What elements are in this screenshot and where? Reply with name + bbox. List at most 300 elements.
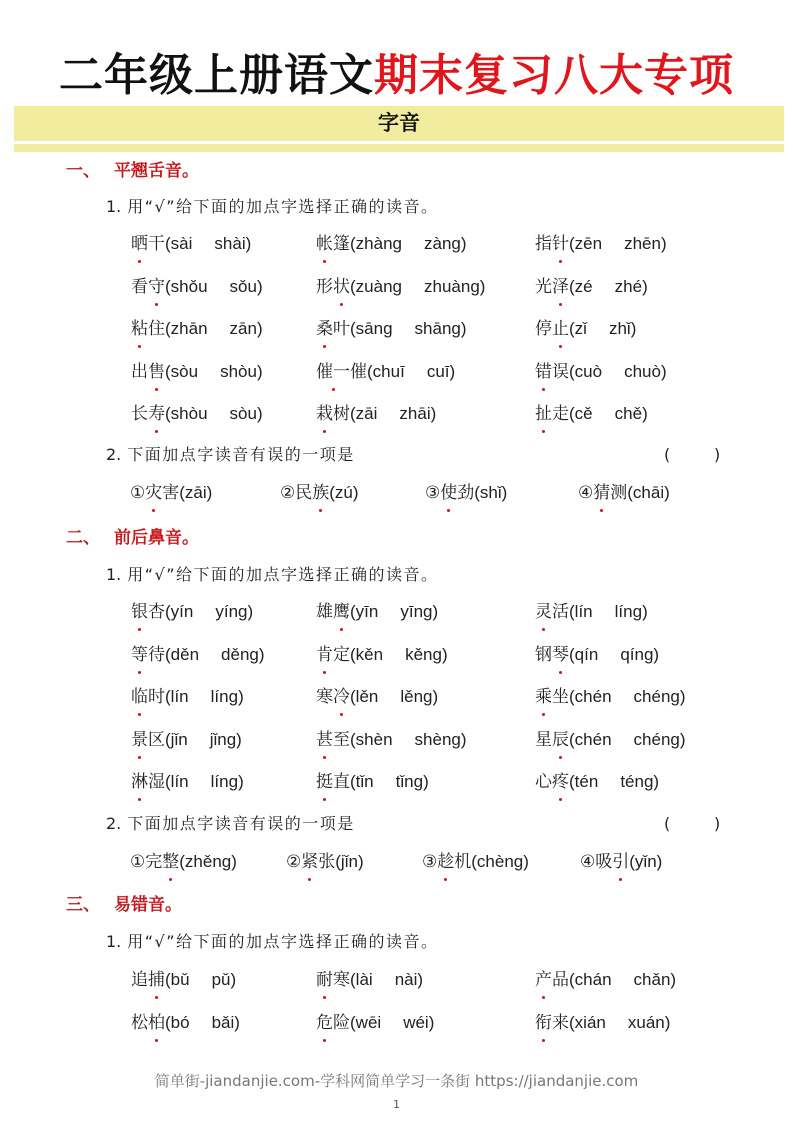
pinyin-options: (kěn kěng): [350, 644, 448, 664]
word-char-1: 猜: [593, 483, 611, 503]
section-heading: [66, 893, 182, 917]
pinyin-choice-item[interactable]: [316, 643, 448, 667]
pinyin-option-2[interactable]: shài: [214, 234, 246, 253]
word-char-1: 钢: [535, 644, 552, 665]
pinyin-choice-item[interactable]: [535, 275, 648, 299]
pinyin-choice-item[interactable]: [316, 360, 455, 384]
pinyin-choice-item[interactable]: [316, 770, 429, 794]
pinyin-options: (chén chéng): [569, 687, 686, 706]
pinyin-options: (lěn lěng): [350, 687, 439, 706]
pinyin-option-1[interactable]: zǐ: [574, 319, 587, 338]
word-char-1: 雄: [316, 602, 333, 622]
pinyin-value: zú: [334, 483, 353, 502]
pinyin-option-1[interactable]: zēn: [574, 234, 603, 253]
pinyin-option-2[interactable]: qíng: [620, 644, 654, 664]
word-char-2: 时: [148, 687, 165, 707]
pinyin-value: chèng: [476, 852, 524, 871]
word-char-2: 引: [612, 852, 630, 872]
section-title: 易错音。: [114, 895, 182, 915]
pinyin-option-2[interactable]: tǐng: [395, 772, 424, 791]
question-1: [106, 930, 439, 954]
word-char-2: 守: [148, 276, 165, 297]
pinyin-option-1[interactable]: chuī: [372, 361, 405, 381]
word-char-2: 活: [552, 602, 569, 622]
pinyin-choice-item[interactable]: [535, 728, 686, 752]
word-char-2: 湿: [148, 772, 165, 792]
pinyin-option-2[interactable]: shòu: [220, 361, 257, 381]
question-number: 1.: [106, 197, 122, 216]
pinyin-option-1[interactable]: tén: [574, 772, 599, 791]
pinyin-options: (zé zhé): [569, 276, 648, 296]
answer-option[interactable]: [578, 481, 670, 505]
pinyin-choice-item[interactable]: [131, 770, 244, 794]
word-char-2: 状: [333, 276, 350, 297]
word-char-1: 出: [131, 361, 148, 382]
word-char-2: 止: [552, 319, 569, 339]
pinyin-choice-item[interactable]: [316, 968, 423, 992]
word-char-2: 机: [454, 852, 472, 872]
pinyin-option-2[interactable]: děng: [221, 644, 259, 664]
paren-open: (: [664, 445, 671, 464]
pinyin-option-2[interactable]: jǐng: [209, 729, 237, 749]
word-char-2: 至: [333, 729, 350, 750]
pinyin-value: yǐn: [634, 852, 657, 871]
pinyin-option-2[interactable]: chě: [614, 404, 643, 423]
pinyin-options: (sòu shòu): [165, 361, 263, 381]
word-char-2: 品: [552, 970, 569, 990]
pinyin-choice-item[interactable]: [131, 728, 242, 752]
pinyin-options: (zuàng zhuàng): [350, 276, 486, 296]
word-char-2: 篷: [333, 234, 350, 254]
word-char-2: 寒: [333, 970, 350, 990]
pinyin-option-2[interactable]: yíng: [215, 602, 248, 621]
pinyin-choice-item[interactable]: [131, 1011, 240, 1035]
word-char-2: 琴: [552, 644, 569, 665]
word-char-1: 耐: [316, 970, 333, 990]
word-char-2: 针: [552, 234, 569, 254]
word-char-2: 坐: [552, 687, 569, 707]
pinyin-choice-item[interactable]: [131, 968, 236, 992]
word-char-1: 景: [131, 729, 148, 750]
word-char-1: 淋: [131, 772, 148, 792]
pinyin-choice-item[interactable]: [316, 402, 436, 426]
option-mark: ③: [425, 483, 441, 503]
word-char-2: 劲: [457, 483, 475, 503]
pinyin-options: (cě chě): [569, 404, 648, 423]
section-number: 三、: [66, 895, 100, 915]
pinyin-option-1[interactable]: tǐn: [355, 772, 374, 791]
word-char-1: 产: [535, 970, 552, 990]
answer-option[interactable]: [422, 850, 529, 874]
question-2: [106, 443, 355, 467]
pinyin-option-2[interactable]: líng: [210, 687, 239, 706]
pinyin-option-2[interactable]: cuī: [426, 361, 450, 381]
pinyin-option-2[interactable]: téng: [620, 772, 654, 791]
question-number: 2.: [106, 445, 122, 464]
word-char-1: 心: [535, 772, 552, 792]
question-number: 1.: [106, 932, 122, 951]
pinyin-option-1[interactable]: chén: [574, 687, 612, 706]
pinyin-option-1[interactable]: lín: [170, 772, 189, 791]
word-char-1: 民: [295, 483, 313, 503]
word-char-1: 粘: [131, 319, 148, 339]
option-mark: ①: [130, 852, 146, 872]
pinyin-option-1[interactable]: lín: [574, 602, 593, 621]
paren-close: ): [714, 814, 721, 833]
pinyin-choice-item[interactable]: [316, 317, 467, 341]
answer-blank[interactable]: [664, 812, 720, 836]
pinyin-choice-item[interactable]: [131, 600, 253, 624]
section-number: 二、: [66, 528, 100, 548]
word-char-2: 害: [162, 483, 180, 503]
pinyin-option-1[interactable]: lài: [355, 970, 373, 989]
pinyin-option-1[interactable]: děn: [170, 644, 200, 664]
word-char-1: 衔: [535, 1012, 552, 1033]
option-mark: ②: [280, 483, 296, 503]
pinyin-option-1[interactable]: lěn: [355, 687, 379, 706]
pinyin-choice-item[interactable]: [535, 360, 667, 384]
pinyin-option-2[interactable]: chéng: [633, 687, 680, 706]
word-char-2: 张: [318, 852, 336, 872]
section-title: 前后鼻音。: [114, 528, 199, 548]
answer-option[interactable]: [580, 850, 662, 874]
pinyin-choice-item[interactable]: [535, 685, 686, 709]
word-char-2: 待: [148, 644, 165, 665]
pinyin-choice-item[interactable]: [535, 600, 648, 624]
pinyin-option-1[interactable]: sài: [170, 234, 193, 253]
pinyin-options: (zēn zhēn): [569, 234, 667, 253]
word-char-1: 完: [145, 852, 163, 872]
word-char-1: 甚: [316, 729, 333, 750]
word-char-2: 叶: [333, 319, 350, 339]
page-title: [0, 48, 793, 104]
word-char-2: 险: [333, 1012, 350, 1033]
pinyin-choice-item[interactable]: [316, 728, 467, 752]
word-char-1: 栽: [316, 404, 333, 424]
answer-option[interactable]: [130, 850, 237, 874]
word-char-2: 售: [148, 361, 165, 382]
option-pinyin: (chèng): [471, 852, 529, 871]
word-char-2: 催: [350, 361, 367, 382]
pinyin-option-1[interactable]: yīn: [355, 602, 379, 621]
pinyin-option-2[interactable]: shèng: [414, 729, 461, 749]
pinyin-option-2[interactable]: zhāi: [399, 404, 431, 423]
word-char-1: 趁: [437, 852, 455, 872]
word-char-1: 帐: [316, 234, 333, 254]
pinyin-options: (qín qíng): [569, 644, 660, 664]
pinyin-option-1[interactable]: zuàng: [355, 276, 402, 296]
pinyin-option-2[interactable]: sòu: [229, 404, 257, 423]
word-char-1: 灵: [535, 602, 552, 622]
pinyin-value: jǐn: [340, 852, 358, 871]
pinyin-options: (shǒu sǒu): [165, 276, 263, 296]
option-mark: ④: [578, 483, 594, 503]
pinyin-option-1[interactable]: shèn: [355, 729, 393, 749]
pinyin-option-1[interactable]: yín: [170, 602, 194, 621]
word-char-2: 柏: [148, 1012, 165, 1033]
word-char-1: 光: [535, 276, 552, 297]
pinyin-option-1[interactable]: bó: [170, 1012, 190, 1032]
word-char-1: 晒: [131, 234, 148, 254]
word-char-2: 族: [312, 483, 330, 503]
question-1: [106, 563, 439, 587]
pinyin-value: zhěng: [184, 852, 232, 871]
pinyin-choice-item[interactable]: [535, 402, 648, 426]
question-text: 下面加点字读音有误的一项是: [127, 814, 355, 833]
pinyin-option-1[interactable]: chán: [574, 970, 612, 989]
pinyin-options: (cuò chuò): [569, 361, 667, 381]
pinyin-option-2[interactable]: zhé: [614, 276, 643, 296]
pinyin-options: (lín líng): [569, 602, 648, 621]
pinyin-option-2[interactable]: kěng: [405, 644, 442, 664]
word-char-2: 寿: [148, 404, 165, 424]
pinyin-options: (xián xuán): [569, 1012, 671, 1032]
pinyin-option-1[interactable]: xián: [574, 1012, 606, 1032]
word-char-1: 错: [535, 361, 552, 382]
pinyin-choice-item[interactable]: [131, 360, 263, 384]
word-char-1: 看: [131, 276, 148, 297]
option-mark: ③: [422, 852, 438, 872]
word-char-2: 定: [333, 644, 350, 665]
option-pinyin: (zāi): [179, 483, 213, 502]
pinyin-options: (lài nài): [350, 970, 424, 989]
section-heading: [66, 159, 199, 183]
pinyin-choice-item[interactable]: [535, 1011, 670, 1035]
pinyin-options: (yīn yīng): [350, 602, 439, 621]
pinyin-option-2[interactable]: líng: [210, 772, 239, 791]
pinyin-options: (děn děng): [165, 644, 265, 664]
pinyin-choice-item[interactable]: [131, 275, 263, 299]
option-pinyin: (zhěng): [179, 852, 237, 871]
pinyin-options: (shòu sòu): [165, 404, 263, 423]
pinyin-options: (sāng shāng): [350, 319, 467, 338]
word-char-1: 催一: [316, 361, 350, 382]
pinyin-option-2[interactable]: yīng: [400, 602, 433, 621]
question-text: 用“√”给下面的加点字选择正确的读音。: [127, 932, 439, 951]
pinyin-options: (chán chǎn): [569, 970, 677, 989]
pinyin-option-1[interactable]: lín: [170, 687, 189, 706]
question-1: [106, 195, 439, 219]
word-char-2: 区: [148, 729, 165, 750]
pinyin-option-1[interactable]: cě: [574, 404, 593, 423]
word-char-1: 追: [131, 970, 148, 990]
word-char-1: 挺: [316, 772, 333, 792]
word-char-1: 肯: [316, 644, 333, 665]
pinyin-option-2[interactable]: zhuàng: [424, 276, 480, 296]
word-char-1: 乘: [535, 687, 552, 707]
pinyin-choice-item[interactable]: [131, 685, 244, 709]
pinyin-choice-item[interactable]: [131, 643, 265, 667]
pinyin-options: (lín líng): [165, 687, 244, 706]
word-char-2: 干: [148, 234, 165, 254]
word-char-1: 停: [535, 319, 552, 339]
pinyin-value: zāi: [184, 483, 207, 502]
word-char-1: 银: [131, 602, 148, 622]
word-char-1: 指: [535, 234, 552, 254]
word-char-2: 冷: [333, 687, 350, 707]
pinyin-option-2[interactable]: xuán: [627, 1012, 665, 1032]
footer-watermark: 简单街-jiandanjie.com-学科网简单学习一条街 https://jiandanjie.com: [154, 1072, 639, 1090]
pinyin-options: (sài shài): [165, 234, 252, 253]
title-black-part: 二年级上册语文: [59, 50, 374, 101]
word-char-2: 整: [162, 852, 180, 872]
pinyin-choice-item[interactable]: [131, 317, 263, 341]
pinyin-options: (chuī cuī): [367, 361, 456, 381]
question-text: 用“√”给下面的加点字选择正确的读音。: [127, 565, 439, 584]
pinyin-choice-item[interactable]: [316, 275, 485, 299]
pinyin-option-2[interactable]: zhǐ: [608, 319, 631, 338]
topic-band-strip: [14, 144, 784, 152]
word-char-1: 星: [535, 729, 552, 750]
option-mark: ①: [130, 483, 146, 503]
word-char-2: 捕: [148, 970, 165, 990]
pinyin-option-1[interactable]: sòu: [170, 361, 199, 381]
question-number: 2.: [106, 814, 122, 833]
word-char-1: 使: [440, 483, 458, 503]
word-char-2: 来: [552, 1012, 569, 1033]
word-char-2: 鹰: [333, 602, 350, 622]
pinyin-options: (wēi wéi): [350, 1012, 435, 1032]
pinyin-options: (zhàng zàng): [350, 234, 467, 253]
pinyin-option-1[interactable]: qín: [574, 644, 599, 664]
option-pinyin: (yǐn): [629, 852, 663, 871]
word-char-1: 扯: [535, 404, 552, 424]
pinyin-options: (lín líng): [165, 772, 244, 791]
pinyin-options: (tǐn tǐng): [350, 772, 429, 791]
pinyin-option-2[interactable]: bǎi: [211, 1012, 235, 1032]
option-pinyin: (shǐ): [474, 483, 508, 502]
pinyin-option-1[interactable]: sāng: [355, 319, 393, 338]
word-char-2: 树: [333, 404, 350, 424]
pinyin-option-1[interactable]: cuò: [574, 361, 603, 381]
word-char-1: 桑: [316, 319, 333, 339]
pinyin-choice-item[interactable]: [131, 232, 251, 256]
pinyin-options: (bǔ pǔ): [165, 970, 237, 989]
option-mark: ②: [286, 852, 302, 872]
word-char-1: 灾: [145, 483, 163, 503]
pinyin-option-2[interactable]: zhēn: [624, 234, 661, 253]
word-char-1: 临: [131, 687, 148, 707]
option-mark: ④: [580, 852, 596, 872]
pinyin-option-1[interactable]: zhān: [170, 319, 208, 338]
pinyin-choice-item[interactable]: [535, 643, 659, 667]
word-char-1: 等: [131, 644, 148, 665]
pinyin-option-2[interactable]: líng: [614, 602, 643, 621]
pinyin-option-2[interactable]: wéi: [403, 1012, 429, 1032]
pinyin-options: (zǐ zhǐ): [569, 319, 637, 338]
pinyin-option-2[interactable]: chuò: [624, 361, 661, 381]
question-2: [106, 812, 355, 836]
word-char-1: 寒: [316, 687, 333, 707]
word-char-2: 测: [610, 483, 628, 503]
pinyin-option-1[interactable]: kěn: [355, 644, 384, 664]
pinyin-options: (shèn shèng): [350, 729, 467, 749]
pinyin-option-2[interactable]: chǎn: [633, 970, 671, 989]
pinyin-choice-item[interactable]: [535, 770, 659, 794]
pinyin-value: shǐ: [479, 483, 502, 502]
word-char-2: 杏: [148, 602, 165, 622]
pinyin-option-1[interactable]: zāi: [355, 404, 378, 423]
answer-blank[interactable]: [664, 443, 720, 467]
pinyin-choice-item[interactable]: [316, 1011, 434, 1035]
pinyin-choice-item[interactable]: [316, 232, 467, 256]
pinyin-options: (chén chéng): [569, 729, 686, 749]
word-char-2: 疼: [552, 772, 569, 792]
pinyin-option-2[interactable]: lěng: [400, 687, 433, 706]
pinyin-option-2[interactable]: chéng: [633, 729, 680, 749]
question-text: 下面加点字读音有误的一项是: [127, 445, 355, 464]
word-char-2: 住: [148, 319, 165, 339]
pinyin-option-2[interactable]: pǔ: [211, 970, 231, 989]
pinyin-option-2[interactable]: shāng: [414, 319, 461, 338]
pinyin-choice-item[interactable]: [131, 402, 263, 426]
question-text: 用“√”给下面的加点字选择正确的读音。: [127, 197, 439, 216]
section-number: 一、: [66, 161, 100, 181]
pinyin-choice-item[interactable]: [316, 685, 438, 709]
topic-label: 字音: [378, 111, 420, 135]
pinyin-options: (tén téng): [569, 772, 660, 791]
word-char-2: 走: [552, 404, 569, 424]
pinyin-choice-item[interactable]: [316, 600, 438, 624]
pinyin-option-1[interactable]: shǒu: [170, 276, 208, 296]
word-char-2: 辰: [552, 729, 569, 750]
paren-open: (: [664, 814, 671, 833]
section-title: 平翘舌音。: [114, 161, 199, 181]
word-char-1: 形: [316, 276, 333, 297]
answer-option[interactable]: [425, 481, 507, 505]
pinyin-option-1[interactable]: chén: [574, 729, 612, 749]
word-char-1: 松: [131, 1012, 148, 1033]
pinyin-choice-item[interactable]: [535, 317, 636, 341]
answer-option[interactable]: [130, 481, 212, 505]
option-pinyin: (jǐn): [335, 852, 364, 871]
pinyin-choice-item[interactable]: [535, 968, 676, 992]
pinyin-option-2[interactable]: sǒu: [229, 276, 257, 296]
word-char-1: 危: [316, 1012, 333, 1033]
option-pinyin: (zú): [329, 483, 359, 502]
pinyin-option-2[interactable]: zàng: [424, 234, 461, 253]
pinyin-option-1[interactable]: jǐn: [170, 729, 188, 749]
pinyin-options: (yín yíng): [165, 602, 254, 621]
word-char-2: 误: [552, 361, 569, 382]
word-char-1: 长: [131, 404, 148, 424]
word-char-1: 紧: [301, 852, 319, 872]
pinyin-options: (jǐn jǐng): [165, 729, 242, 749]
pinyin-option-1[interactable]: bǔ: [170, 970, 190, 989]
pinyin-options: (zāi zhāi): [350, 404, 437, 423]
question-number: 1.: [106, 565, 122, 584]
pinyin-option-2[interactable]: nài: [394, 970, 418, 989]
pinyin-value: chāi: [632, 483, 665, 502]
section-heading: [66, 526, 199, 550]
option-pinyin: (chāi): [627, 483, 670, 502]
pinyin-option-1[interactable]: shòu: [170, 404, 208, 423]
answer-option[interactable]: [286, 850, 364, 874]
title-red-part: 期末复习八大专项: [374, 50, 734, 101]
pinyin-options: (bó bǎi): [165, 1012, 240, 1032]
pinyin-choice-item[interactable]: [535, 232, 667, 256]
pinyin-option-1[interactable]: wēi: [355, 1012, 382, 1032]
word-char-2: 泽: [552, 276, 569, 297]
word-char-1: 吸: [595, 852, 613, 872]
answer-option[interactable]: [280, 481, 359, 505]
paren-close: ): [714, 445, 721, 464]
pinyin-option-1[interactable]: zé: [574, 276, 593, 296]
pinyin-option-1[interactable]: zhàng: [355, 234, 402, 253]
pinyin-options: (zhān zān): [165, 319, 263, 338]
page-number: 1: [393, 1098, 400, 1111]
pinyin-option-2[interactable]: zān: [229, 319, 257, 338]
